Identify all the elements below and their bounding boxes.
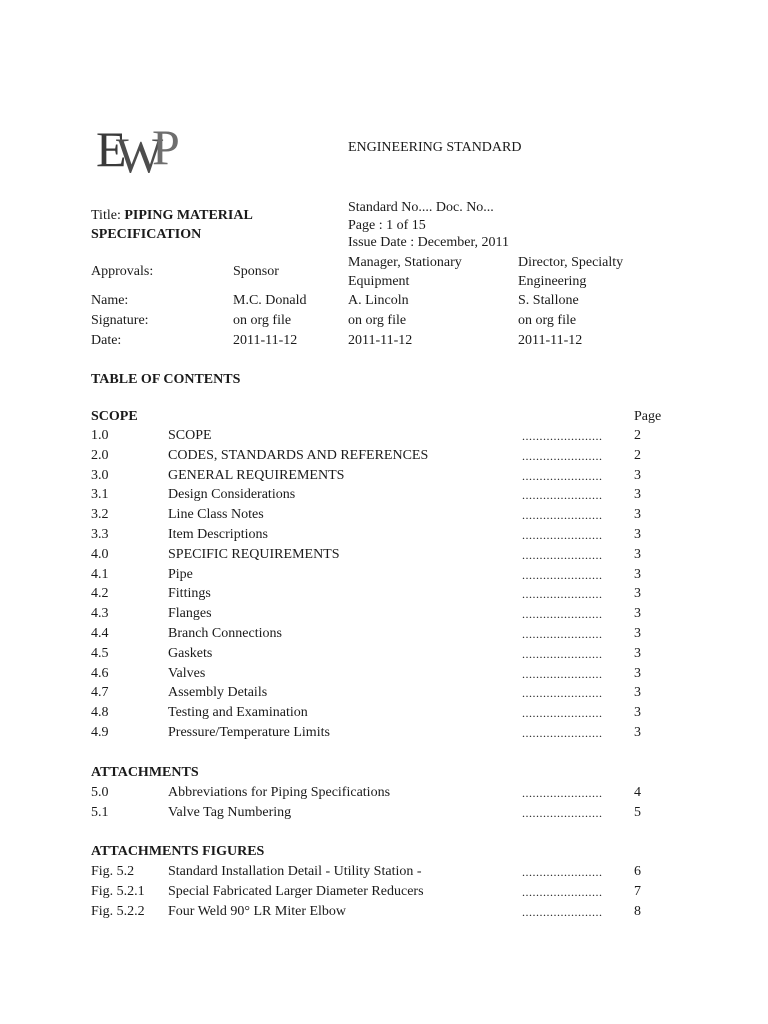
logo-letter-p: P: [152, 119, 174, 175]
toc-entry-label: Branch Connections: [168, 626, 282, 641]
toc-entry-page: 3: [634, 606, 641, 622]
toc-entry-label: Pipe: [168, 566, 193, 582]
toc-entry-page: 6: [634, 864, 641, 879]
standard-no: Standard No.... Doc. No...: [348, 200, 494, 215]
signature-sponsor: on org file: [233, 313, 292, 328]
title-line1: PIPING MATERIAL: [124, 208, 253, 223]
toc-entry-leader: .......................: [522, 468, 603, 483]
toc-entry: [91, 902, 671, 922]
toc-entry-leader: .......................: [522, 547, 603, 562]
toc-entry-label: Valve Tag Numbering: [168, 804, 292, 820]
name-approver2: A. Lincoln: [348, 293, 409, 308]
date-label: Date:: [91, 333, 122, 348]
approver2-title-line2: Equipment: [348, 274, 410, 289]
toc-entry: [91, 466, 671, 486]
toc-entry-label: Abbreviations for Piping Specifications: [168, 785, 391, 800]
toc-entry-page: 3: [634, 527, 641, 542]
signature-approver3: on org file: [518, 313, 577, 328]
name-approver3: S. Stallone: [518, 293, 579, 308]
toc-entry-page: 2: [634, 428, 641, 443]
toc-entry: [91, 565, 671, 585]
toc-entry-label: Valves: [168, 665, 206, 681]
toc-entry-page: 3: [634, 546, 641, 562]
toc-entry-page: 4: [634, 785, 641, 800]
toc-entry-number: 4.2: [91, 586, 109, 602]
signature-label: Signature:: [91, 313, 149, 328]
toc-entry-leader: .......................: [522, 607, 603, 622]
toc-entry-number: 4.3: [91, 606, 109, 622]
toc-entry-leader: .......................: [522, 587, 603, 602]
toc-entry-leader: .......................: [522, 686, 603, 701]
toc-entry: [91, 584, 671, 604]
toc-entry-label: SPECIFIC REQUIREMENTS: [168, 546, 340, 562]
toc-entry-leader: .......................: [522, 646, 603, 661]
toc-entry-page: 3: [634, 507, 641, 523]
toc-entry-number: 2.0: [91, 447, 109, 463]
logo-letter-e: E: [96, 121, 121, 177]
toc-entry: [91, 426, 671, 446]
toc-entry-number: 4.0: [91, 546, 109, 562]
toc-entry-label: Fittings: [168, 586, 211, 602]
toc-entry: [91, 485, 671, 505]
toc-entry-page: 3: [634, 626, 641, 641]
toc-entry-leader: .......................: [522, 706, 603, 721]
toc-entry: [91, 604, 671, 624]
toc-entry-number: 5.0: [91, 785, 109, 800]
toc-entry-number: 4.9: [91, 725, 109, 740]
toc-entry: [91, 644, 671, 664]
toc-entry: [91, 505, 671, 525]
toc-entry-page: 3: [634, 725, 641, 740]
toc-entry: [91, 683, 671, 703]
toc-entry-number: 4.5: [91, 645, 109, 661]
toc-entry-leader: .......................: [522, 627, 603, 641]
toc-entry-number: 5.1: [91, 804, 109, 820]
toc-entry-number: 4.7: [91, 685, 109, 701]
toc-entry-page: 3: [634, 685, 641, 701]
toc-entry-label: Testing and Examination: [168, 705, 308, 721]
toc-entry-page: 3: [634, 645, 641, 661]
toc-entry: [91, 624, 671, 644]
toc-entry-number: 3.3: [91, 527, 109, 542]
toc-entry-label: Gaskets: [168, 645, 213, 661]
toc-entry-page: 3: [634, 566, 641, 582]
toc-entry-number: 3.1: [91, 487, 109, 503]
toc-entry-number: Fig. 5.2.2: [91, 903, 145, 919]
toc-entry-number: Fig. 5.2.1: [91, 883, 145, 899]
toc-entry: [91, 664, 671, 684]
toc-entry-leader: .......................: [522, 726, 603, 740]
toc-entry-leader: .......................: [522, 865, 603, 879]
date-sponsor: 2011-11-12: [233, 333, 298, 348]
toc-entry-leader: .......................: [522, 884, 603, 899]
toc-entry-label: Assembly Details: [168, 685, 268, 701]
toc-entry: [91, 446, 671, 466]
toc-entry-leader: .......................: [522, 666, 603, 681]
toc-entry-page: 3: [634, 586, 641, 602]
approvals-label: Approvals:: [91, 264, 154, 279]
toc-entry-leader: .......................: [522, 528, 603, 542]
toc-entry-page: 3: [634, 487, 641, 503]
approver3-title-line2: Engineering: [518, 274, 587, 289]
toc-entry-page: 2: [634, 447, 641, 463]
toc-entry-page: 5: [634, 804, 641, 820]
toc-entry-leader: .......................: [522, 429, 603, 443]
toc-entry-label: GENERAL REQUIREMENTS: [168, 467, 345, 483]
toc-entry-page: 3: [634, 705, 641, 721]
figures-heading: ATTACHMENTS FIGURES: [91, 844, 265, 859]
ewp-logo: [96, 119, 196, 183]
title-prefix: Title:: [91, 208, 121, 223]
toc-entry-leader: .......................: [522, 786, 603, 800]
approver2-title-line1: Manager, Stationary: [348, 255, 462, 270]
issue-date: Issue Date : December, 2011: [348, 235, 510, 250]
toc-entry: [91, 723, 671, 743]
toc-entry-page: 3: [634, 467, 641, 483]
signature-approver2: on org file: [348, 313, 407, 328]
toc-entry: [91, 783, 671, 803]
name-label: Name:: [91, 293, 129, 308]
sponsor-label: Sponsor: [233, 264, 279, 279]
toc-entry-page: 8: [634, 903, 641, 919]
toc-entry-number: 1.0: [91, 428, 109, 443]
toc-entry-label: SCOPE: [168, 428, 212, 443]
toc-entry-number: 3.0: [91, 467, 109, 483]
attachments-heading: ATTACHMENTS: [91, 765, 199, 780]
toc-entry-leader: .......................: [522, 904, 603, 919]
toc-entry-label: Standard Installation Detail - Utility Station -: [168, 864, 422, 879]
date-approver3: 2011-11-12: [518, 333, 583, 348]
title-line2: SPECIFICATION: [91, 227, 202, 242]
toc-entry-label: Flanges: [168, 606, 212, 622]
toc-entry-number: 4.6: [91, 665, 109, 681]
toc-entry-number: 4.4: [91, 626, 109, 641]
toc-entry-label: Four Weld 90° LR Miter Elbow: [168, 903, 347, 919]
toc-entry-number: 3.2: [91, 507, 109, 523]
doc-title: [91, 207, 253, 225]
toc-entry-label: CODES, STANDARDS AND REFERENCES: [168, 447, 429, 463]
toc-heading: TABLE OF CONTENTS: [91, 372, 241, 387]
toc-entry-page: 7: [634, 883, 641, 899]
approver3-title-line1: Director, Specialty: [518, 255, 624, 270]
logo-letter-w: W: [116, 127, 158, 183]
toc-entry-number: 4.8: [91, 705, 109, 721]
toc-entry: [91, 803, 671, 823]
page-info: Page : 1 of 15: [348, 218, 426, 233]
toc-entry: [91, 882, 671, 902]
toc-entry-leader: .......................: [522, 805, 603, 820]
toc-entry-leader: .......................: [522, 567, 603, 582]
toc-entry-leader: .......................: [522, 508, 603, 523]
toc-entry-label: Special Fabricated Larger Diameter Reducers: [168, 883, 424, 899]
page-column-heading: Page: [634, 409, 662, 424]
toc-entry-number: 4.1: [91, 566, 109, 582]
toc-entry-leader: .......................: [522, 448, 603, 463]
toc-entry: [91, 703, 671, 723]
toc-entry-page: 3: [634, 665, 641, 681]
toc-entry-leader: .......................: [522, 488, 603, 503]
toc-entry: [91, 545, 671, 565]
scope-heading: SCOPE: [91, 409, 138, 424]
toc-entry-label: Design Considerations: [168, 487, 296, 503]
toc-entry-number: Fig. 5.2: [91, 864, 135, 879]
doc-type: ENGINEERING STANDARD: [348, 140, 522, 155]
date-approver2: 2011-11-12: [348, 333, 413, 348]
name-sponsor: M.C. Donald: [233, 293, 307, 308]
toc-entry-label: Line Class Notes: [168, 507, 264, 523]
toc-entry-label: Pressure/Temperature Limits: [168, 725, 330, 740]
toc-entry-label: Item Descriptions: [168, 527, 268, 542]
toc-entry: [91, 525, 671, 545]
toc-entry: [91, 862, 671, 882]
